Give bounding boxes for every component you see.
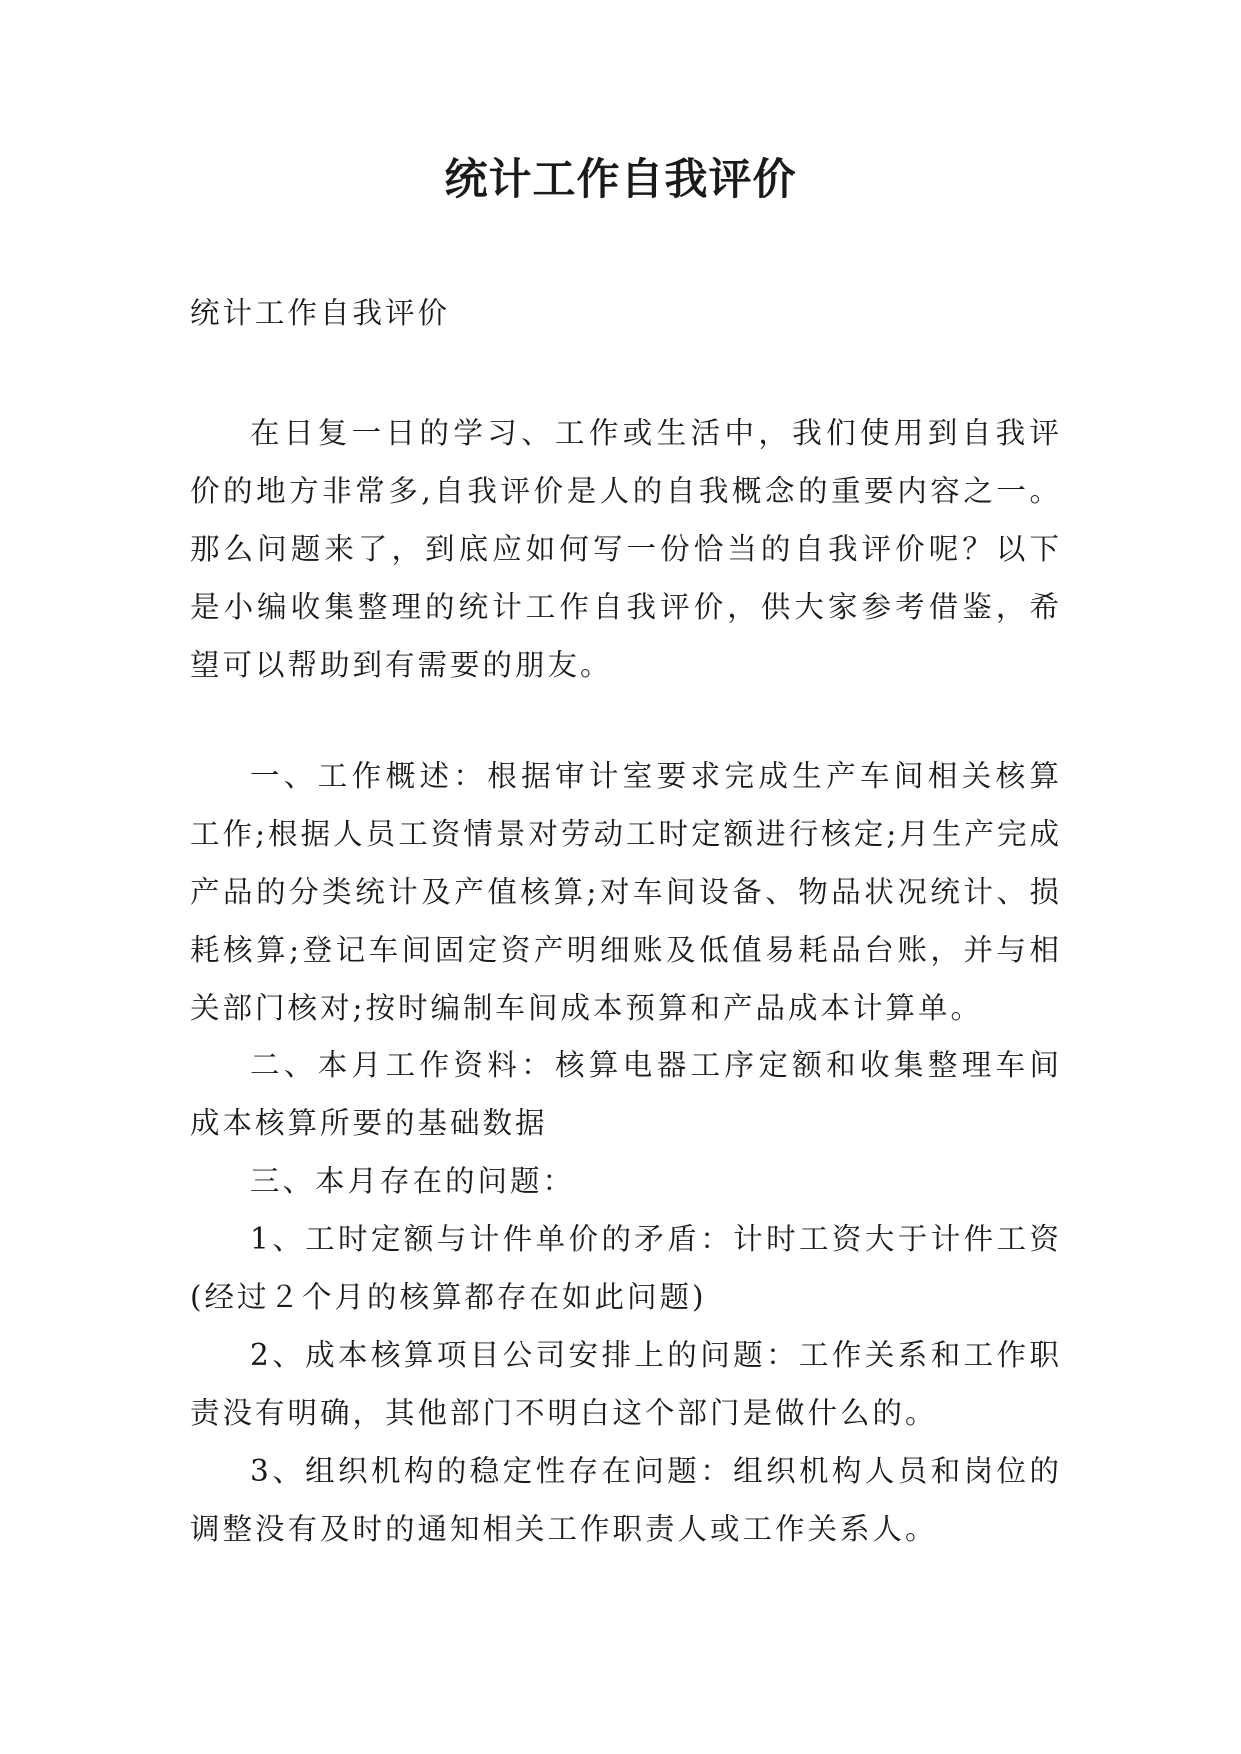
paragraph-monthly-work: 二、本月工作资料：核算电器工序定额和收集整理车间成本核算所要的基础数据: [190, 1048, 1062, 1140]
paragraph-intro: 在日复一日的学习、工作或生活中，我们使用到自我评价的地方非常多,自我评价是人的自我概念的重要内容之一。那么问题来了，到底应如何写一份恰当的自我评价呢？以下是小编收集整理的统计工作自我评价，供大家参考借鉴，希望可以帮助到有需要的朋友。: [190, 416, 1062, 682]
paragraph-work-overview: 一、工作概述：根据审计室要求完成生产车间相关核算工作;根据人员工资情景对劳动工时定额进行核定;月生产完成产品的分类统计及产值核算;对车间设备、物品状况统计、损耗核算;登记车间固定资产明细账及低值易耗品台账，并与相关部门核对;按时编制车间成本预算和产品成本计算单。: [190, 759, 1062, 1025]
paragraph-problem-2: 2、成本核算项目公司安排上的问题：工作关系和工作职责没有明确，其他部门不明白这个部门是做什么的。: [190, 1338, 1062, 1430]
paragraph-problem-1: 1、工时定额与计件单价的矛盾：计时工资大于计件工资(经过２个月的核算都存在如此问题): [190, 1222, 1062, 1314]
paragraph-problem-3: 3、组织机构的稳定性存在问题：组织机构人员和岗位的调整没有及时的通知相关工作职责人或工作关系人。: [190, 1454, 1062, 1546]
document-title: 统计工作自我评价: [444, 155, 797, 205]
document-subtitle: 统计工作自我评价: [190, 296, 451, 330]
paragraph-problems-heading: 三、本月存在的问题：: [250, 1164, 576, 1198]
